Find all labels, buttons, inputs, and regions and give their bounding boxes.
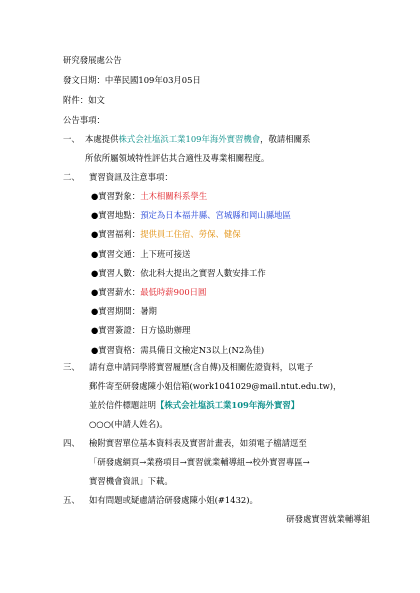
item3-line1: 請有意申請同學將實習履歷(含自傳)及相關佐證資料，以電子 [89,362,314,372]
item4-line2: 「研發處網頁→業務項目→實習就業輔導組→校外實習專區→ [89,457,310,467]
bullet-label: ●實習人數： [91,267,141,278]
bullet-label: ●實習薪水： [91,287,141,297]
bullet-label: ●實習簽證： [91,325,141,336]
bullet-label: ●實習福利： [91,229,141,240]
bullet-value: 最低時薪900日圓 [140,287,207,297]
item3-number: 三、 [63,362,80,372]
item5-number: 五、 [63,495,80,505]
bullet-value: 日方協助辦理 [140,325,191,336]
bullet-item [91,229,241,240]
bullet-item [91,287,206,298]
item1-pre: 本處提供 [85,134,119,144]
item3-line2: 郵件寄至研發處陳小姐信箱(work1041029@mail.ntut.edu.tw)， [89,381,342,391]
bullet-label: ●實習對象： [91,191,141,201]
bullet-value: 上下班可接送 [140,248,191,259]
issue-date: 發文日期：中華民國109年03月05日 [63,75,201,85]
item3-line3 [89,400,299,411]
item4-number: 四、 [63,438,80,448]
item4-line3: 實習機會資訊」下載。 [89,476,173,486]
item1-post: ，敬請相關系 [260,134,311,144]
bullet-label: ●實習資格： [91,344,141,355]
item1-company: 株式会社塩浜工業109年海外實習機會 [118,134,261,144]
bullet-item [91,249,190,260]
bullet-item [91,345,264,356]
bullet-value: 暑期 [140,306,157,317]
item1-line1 [85,134,310,145]
item4-line1: 檢附實習單位基本資料表及實習計畫表，如須電子檔請逕至 [89,438,307,448]
attachment-line: 附件：如文 [63,95,105,105]
bullet-item [91,210,291,221]
bullet-label: ●實習地點： [91,210,141,221]
bullet-value: 需具備日文檢定N3以上(N2為佳) [140,344,265,355]
item3-line3-pre: 並於信件標題註明 [89,400,156,410]
item3-title-bracket: 【株式会社塩浜工業109年海外實習】 [156,400,300,410]
item5-line1: 如有問題或疑慮請洽研發處陳小姐(#1432)。 [89,495,258,505]
bullet-value: 土木相關科系學生 [140,191,208,201]
office-heading: 研究發展處公告 [63,55,122,65]
bullet-label: ●實習期間： [91,306,141,317]
item1-number: 一、 [63,134,80,144]
notice-label: 公告事項： [63,115,105,125]
bullet-value: 提供員工住宿、勞保、健保 [140,229,241,240]
item2-title: 實習資訊及注意事項： [89,172,173,182]
bullet-item [91,191,207,202]
signature: 研發處實習就業輔導組 [286,514,370,524]
bullet-label: ●實習交通： [91,248,141,259]
bullet-item [91,268,266,279]
bullet-item [91,306,157,317]
bullet-value: 預定為日本福井縣、宮城縣和岡山縣地區 [140,210,291,221]
item1-line2: 所依所屬領域特性評估其合適性及專業相關程度。 [85,153,270,163]
item3-line4: ○○○(申請人姓名)。 [89,419,168,429]
item2-number: 二、 [63,172,80,182]
bullet-value: 依北科大提出之實習人數安排工作 [140,267,266,278]
bullet-item [91,325,190,336]
